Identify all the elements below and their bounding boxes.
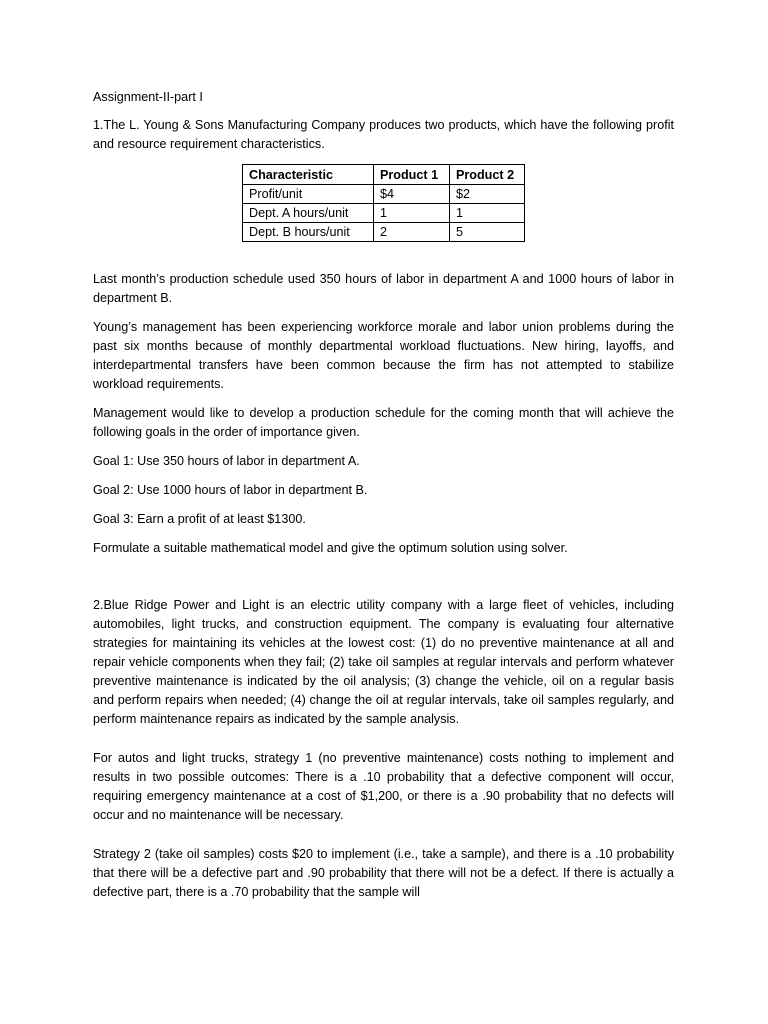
question-2-paragraph: 2.Blue Ridge Power and Light is an electric utility company with a large fleet of vehicles, including automobiles, light trucks, and construction equipment. The company is evaluating four alternative strategies for maintaining its vehicles at the lowest cost: (1) do no preventive maintenance at all and repair vehicle components when they fail; (2) take oil samples at regular intervals and perform whatever preventive maintenance is indicated by the oil analysis; (3) change the vehicle, oil on a regular basis and perform repairs when needed; (4) change the oil at regular intervals, take oil samples regularly, and perform maintenance repairs as indicated by the sample analysis. bbox=[93, 598, 674, 726]
table-cell: $4 bbox=[374, 185, 450, 204]
spacer bbox=[93, 242, 674, 270]
characteristics-table bbox=[242, 164, 525, 242]
spacer bbox=[93, 568, 674, 596]
table-header-cell: Product 1 bbox=[374, 165, 450, 185]
table-cell: 1 bbox=[374, 204, 450, 223]
table-header-row bbox=[243, 165, 525, 185]
assignment-title: Assignment-II-part I bbox=[93, 90, 203, 104]
question-1-instruction: Formulate a suitable mathematical model and give the optimum solution using solver. bbox=[93, 541, 568, 555]
question-1-paragraph: Last month’s production schedule used 350 hours of labor in department A and 1000 hours of labor in department B. bbox=[93, 272, 674, 305]
document-body bbox=[93, 88, 674, 912]
table-header-cell: Product 2 bbox=[450, 165, 525, 185]
question-1-paragraph: Young’s management has been experiencing workforce morale and labor union problems during the past six months because of monthly departmental workload fluctuations. New hiring, layoffs, and interdepartmental transfers have been common because the firm has not attempted to stabilize workload requirements. bbox=[93, 320, 674, 391]
table-row bbox=[243, 204, 525, 223]
question-2-paragraph: For autos and light trucks, strategy 1 (no preventive maintenance) costs nothing to implement and results in two possible outcomes: There is a .10 probability that a defective component will occur, requiring emergency maintenance at a cost of $1,200, or there is a .90 probability that no defects will occur and no maintenance will be necessary. bbox=[93, 751, 674, 822]
goal-2: Goal 2: Use 1000 hours of labor in department B. bbox=[93, 483, 368, 497]
question-1-intro: 1.The L. Young & Sons Manufacturing Company produces two products, which have the following profit and resource requirement characteristics. bbox=[93, 118, 674, 151]
goal-1: Goal 1: Use 350 hours of labor in department A. bbox=[93, 454, 360, 468]
question-2-paragraph: Strategy 2 (take oil samples) costs $20 to implement (i.e., take a sample), and there is a .10 probability that there will be a defective part and .90 probability that there will not be a defect. If there is actually a defective part, there is a .70 probability that the sample will bbox=[93, 847, 674, 899]
table-cell: Dept. A hours/unit bbox=[243, 204, 374, 223]
spacer bbox=[93, 835, 674, 845]
table-cell: 5 bbox=[450, 223, 525, 242]
goal-3: Goal 3: Earn a profit of at least $1300. bbox=[93, 512, 306, 526]
table-row bbox=[243, 223, 525, 242]
spacer bbox=[93, 739, 674, 749]
table-cell: 2 bbox=[374, 223, 450, 242]
table-cell: $2 bbox=[450, 185, 525, 204]
table-cell: Dept. B hours/unit bbox=[243, 223, 374, 242]
table-row bbox=[243, 185, 525, 204]
question-1-paragraph: Management would like to develop a production schedule for the coming month that will achieve the following goals in the order of importance given. bbox=[93, 406, 674, 439]
table-header-cell: Characteristic bbox=[243, 165, 374, 185]
table-cell: 1 bbox=[450, 204, 525, 223]
table-cell: Profit/unit bbox=[243, 185, 374, 204]
